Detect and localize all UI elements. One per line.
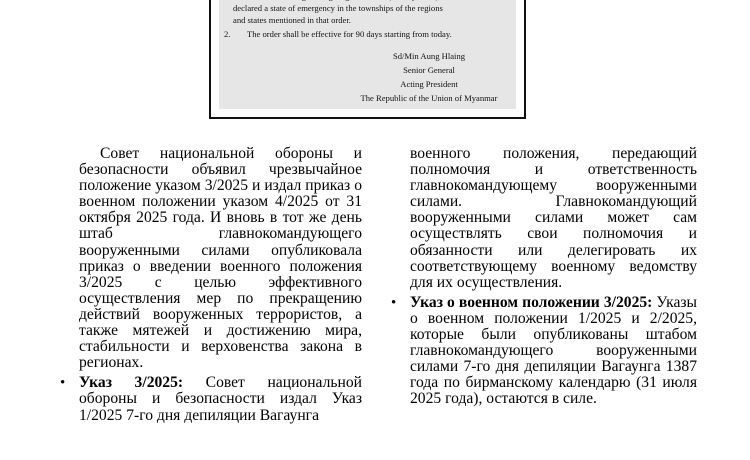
intro-paragraph: Совет национальной обороны и безопасности объявил чрезвычайное положение указом 3/2025 и издал приказ о военном положении указом 4/2025 от 31 октября 2025 года. И вновь в тот же день штаб главнокомандующего вооруженными силами опубликовала приказ о введении военного положения 3/2025 с целью эффективного осуществления мер по прекращению действий вооруженных террористов, а также мятежей и достижению мира, стабильности и верховенства закона в регионах. <box>79 145 362 372</box>
order-line-3: and states mentioned in that order. <box>233 15 351 25</box>
bullet-title: Указ 3/2025: <box>79 374 184 392</box>
continuation-paragraph: военного положения, передающий полномочия и ответственность главнокомандующему вооруженными силами. Главнокомандующий вооруженными силами может сам осуществлять свои полномочия и обязанности или делегировать их соответствующему военному ведомству для их осуществления. <box>410 145 697 291</box>
bullet-icon: • <box>60 375 66 392</box>
order-frame <box>209 0 526 119</box>
bullet-item-martial-law-order <box>391 293 698 408</box>
order-item-number: 2. <box>224 29 231 39</box>
right-column <box>391 145 698 408</box>
signature-name: Sd/Min Aung Hlaing <box>392 51 466 61</box>
signature-rank: Senior General <box>403 65 455 75</box>
order-text-block <box>219 0 516 109</box>
bullet-title: Указ о военном положении 3/2025: <box>410 293 653 311</box>
signature-role: Acting President <box>400 79 458 89</box>
signature-state: The Republic of the Union of Myanmar <box>360 93 498 103</box>
bullet-icon: • <box>391 294 397 311</box>
order-line-2: declared a state of emergency in the townships of the regions <box>233 3 443 13</box>
order-line-4: The order shall be effective for 90 days starting from today. <box>247 29 452 39</box>
bullet-text: Указы о военном положении 1/2025 и 2/2025, которые были опубликованы штабом главнокомандующего вооруженными силами 7-го дня депиляции Вагаунга 1387 года по бирманскому календарю (31 июля 2025 года), остаются в силе. <box>410 293 698 408</box>
left-column <box>60 145 362 424</box>
order-line-1 <box>233 0 455 2</box>
bullet-text: Совет национальной обороны и безопасности издал Указ 1/2025 7-го дня депиляции Вагаунга <box>79 374 362 424</box>
bullet-item-decree <box>60 374 362 424</box>
